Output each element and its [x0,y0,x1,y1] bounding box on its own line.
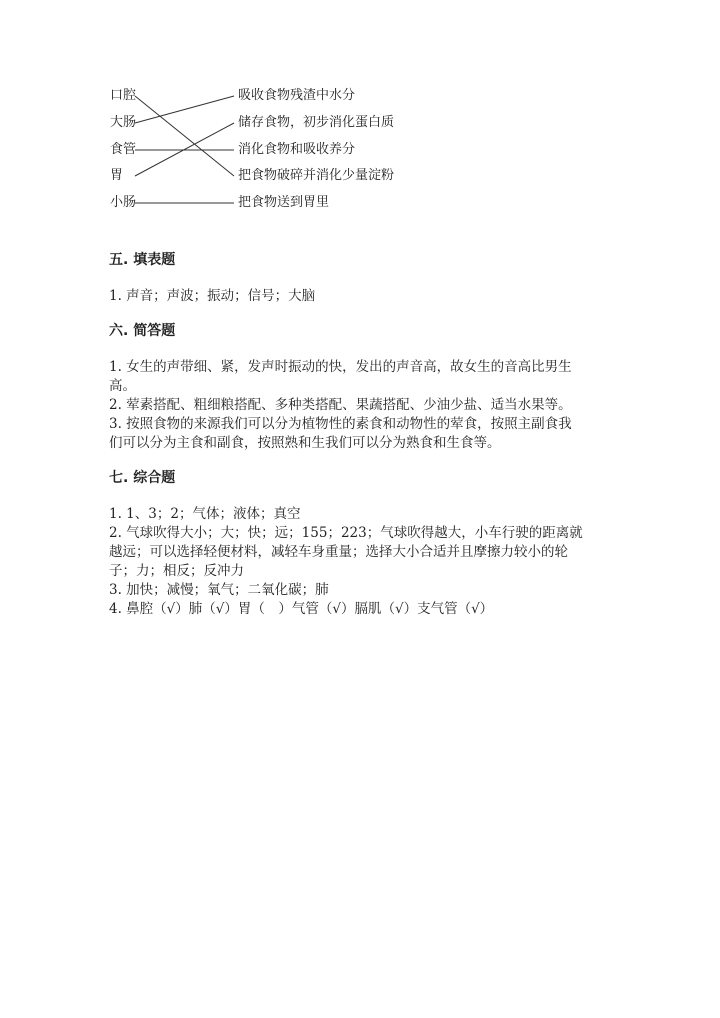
left-item-small-intestine: 小肠 [110,195,137,210]
connector-line [135,96,234,176]
right-item-deliver-food: 把食物送到胃里 [238,195,330,210]
section-seven-line: 越远；可以选择轻便材料，减轻车身重量；选择大小合适并且摩擦力较小的轮 [109,544,568,560]
section-seven-line: 3. 加快；减慢；氧气；二氧化碳；肺 [109,582,329,598]
right-item-absorb-water: 吸收食物残渣中水分 [238,88,356,103]
section-six-line: 们可以分为主食和副食，按照熟和生我们可以分为熟食和生食等。 [109,435,501,451]
section-seven-line: 子；力；相反；反冲力 [109,563,244,579]
matching-exercise [0,0,720,240]
right-item-store-food: 储存食物，初步消化蛋白质 [238,115,395,130]
section-six-line: 1. 女生的声带细、紧，发声时振动的快，发出的声音高，故女生的音高比男生 [109,359,572,375]
connector-line [135,96,234,123]
section-six-heading: 六. 简答题 [109,323,176,339]
left-item-mouth: 口腔 [110,88,137,103]
left-item-large-intestine: 大肠 [110,115,137,130]
left-item-esophagus: 食管 [110,142,137,157]
section-five-line: 1. 声音；声波；振动；信号；大脑 [109,288,316,304]
right-item-break-food: 把食物破碎并消化少量淀粉 [238,168,395,183]
section-seven-heading: 七. 综合题 [109,470,176,486]
section-seven-line: 2. 气球吹得大小；大；快；远；155；223；气球吹得越大，小车行驶的距离就 [109,525,583,541]
left-item-stomach: 胃 [110,168,124,183]
section-seven-line: 1. 1、3；2；气体；液体；真空 [109,506,301,522]
section-five-heading: 五. 填表题 [109,252,176,268]
right-item-digest-absorb: 消化食物和吸收养分 [238,142,356,157]
section-six-line: 3. 按照食物的来源我们可以分为植物性的素食和动物性的荤食，按照主副食我 [109,416,572,432]
section-six-line: 2. 荤素搭配、粗细粮搭配、多种类搭配、果蔬搭配、少油少盐、适当水果等。 [109,397,572,413]
section-six-line: 高。 [109,378,136,394]
section-seven-line: 4. 鼻腔（√）肺（√）胃（ ）气管（√）膈肌（√）支气管（√） [109,601,494,617]
